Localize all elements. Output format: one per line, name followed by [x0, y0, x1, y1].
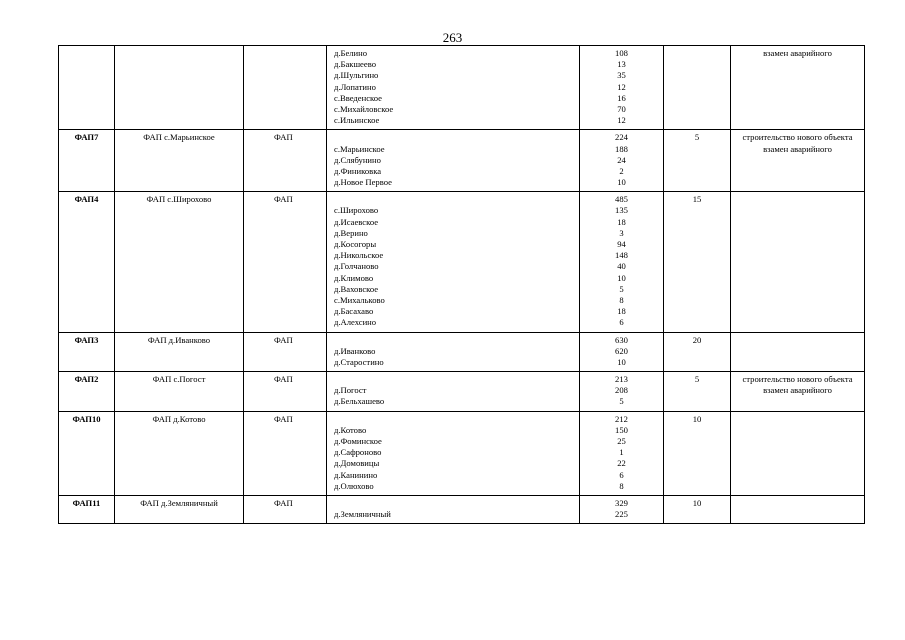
settlement-name: д.Климово: [334, 272, 374, 283]
settlement-name: д.Погост: [334, 385, 367, 396]
facility-code: ФАП4: [74, 194, 99, 205]
capacity-cell: [664, 372, 731, 412]
population-value: 630: [615, 334, 628, 345]
capacity-value: 5: [694, 374, 700, 385]
population-value: 485: [615, 194, 628, 205]
settlement-name: д.Алехсино: [334, 317, 377, 328]
settlement-name: с.Широхово: [334, 205, 379, 216]
settlement-name: д.Никольское: [334, 250, 384, 261]
note-line: взамен аварийного: [763, 143, 832, 154]
population-value: 620: [615, 345, 628, 356]
population-value: 6: [619, 469, 624, 480]
settlement-name: д.Земляничный: [334, 509, 391, 520]
settlement-name: д.Фоминское: [334, 436, 382, 446]
settlement-name: д.Иванково: [334, 345, 376, 356]
facility-type: [274, 48, 326, 59]
facility-type: ФАП: [274, 374, 293, 385]
capacity-cell: [664, 411, 731, 495]
settlement-name: с.Марьинское: [334, 143, 385, 154]
population-value: 150: [615, 424, 628, 435]
facility-type: ФАП: [274, 497, 293, 508]
population-value: 212: [615, 413, 628, 424]
population-value: 8: [619, 294, 624, 305]
population-value: 10: [617, 177, 626, 188]
note-cell: [731, 130, 865, 192]
table-row: [59, 332, 865, 372]
facility-type-cell: [244, 411, 327, 495]
facility-name-cell: [115, 46, 244, 130]
population-value: 6: [619, 317, 624, 328]
capacity-value: 20: [692, 334, 702, 345]
note-cell: [731, 332, 865, 372]
capacity-cell: [664, 46, 731, 130]
settlement-name: д.Косогоры: [334, 239, 377, 249]
population-value: 108: [615, 48, 628, 58]
settlement-name: [334, 194, 579, 205]
population-value: 213: [615, 374, 628, 385]
settlement-name: д.Новое Первое: [334, 177, 392, 188]
population-value: 188: [615, 143, 628, 154]
page-number: 263: [442, 30, 463, 45]
facility-type: ФАП: [274, 334, 293, 345]
settlements-cell: [327, 411, 580, 495]
settlement-name: [334, 335, 579, 346]
population-value: 148: [615, 250, 628, 261]
facility-code-cell: [59, 192, 115, 332]
population-value: 25: [617, 436, 626, 446]
settlement-name: д.Канинино: [334, 469, 378, 480]
settlement-name: д.Верино: [334, 227, 368, 238]
facility-code: ФАП7: [74, 132, 99, 143]
capacity-value: [664, 48, 730, 59]
capacity-value: 10: [692, 497, 702, 508]
population-value: 1: [619, 447, 624, 458]
note-cell: [731, 46, 865, 130]
capacity-cell: [664, 192, 731, 332]
facility-name-cell: [115, 495, 244, 523]
population-cell: [580, 192, 664, 332]
facility-name: ФАП с.Марьинское: [143, 132, 215, 143]
population-cell: [580, 332, 664, 372]
population-value: 35: [617, 70, 626, 81]
table-row: [59, 130, 865, 192]
population-value: 16: [617, 92, 626, 103]
population-cell: [580, 46, 664, 130]
population-cell: [580, 372, 664, 412]
settlement-name: д.Ваховское: [334, 283, 379, 294]
facility-type: ФАП: [274, 132, 293, 143]
settlement-name: д.Домовицы: [334, 458, 380, 469]
facility-type-cell: [244, 46, 327, 130]
population-value: 5: [619, 396, 624, 407]
table-row: [59, 495, 865, 523]
population-value: 5: [619, 283, 624, 294]
table-row: [59, 192, 865, 332]
facility-type-cell: [244, 372, 327, 412]
settlement-name: д.Басахаво: [334, 306, 374, 317]
settlements-cell: [327, 130, 580, 192]
population-value: 94: [617, 239, 626, 249]
note-line: взамен аварийного: [763, 48, 832, 58]
population-value: 135: [615, 205, 628, 216]
facility-type: ФАП: [274, 194, 293, 205]
facility-code: ФАП3: [74, 334, 99, 345]
facility-name-cell: [115, 130, 244, 192]
note-cell: [731, 192, 865, 332]
population-cell: [580, 411, 664, 495]
capacity-value: 5: [694, 132, 700, 143]
settlement-name: д.Лопатино: [334, 81, 376, 92]
note-line: взамен аварийного: [763, 385, 832, 396]
note-cell: [731, 372, 865, 412]
settlements-cell: [327, 372, 580, 412]
population-value: 12: [617, 115, 626, 126]
facility-code: ФАП10: [72, 413, 101, 424]
population-value: 24: [617, 154, 626, 165]
population-value: 70: [617, 103, 626, 114]
settlements-cell: [327, 495, 580, 523]
capacity-cell: [664, 332, 731, 372]
facility-name: ФАП д.Котово: [152, 413, 206, 424]
facility-name-cell: [115, 332, 244, 372]
note-line: строительство нового объекта: [742, 374, 853, 385]
population-value: 8: [619, 480, 624, 491]
population-value: 2: [619, 165, 624, 176]
settlement-name: д.Белино: [334, 48, 368, 58]
facility-name: [115, 48, 243, 59]
population-value: 22: [617, 458, 626, 469]
settlement-name: с.Ильинское: [334, 115, 380, 126]
facility-name-cell: [115, 411, 244, 495]
population-value: 208: [615, 385, 628, 396]
facility-type-cell: [244, 130, 327, 192]
settlement-name: д.Олюхово: [334, 480, 374, 491]
capacity-cell: [664, 495, 731, 523]
facility-name: ФАП с.Погост: [152, 374, 206, 385]
capacity-value: 10: [692, 413, 702, 424]
settlements-cell: [327, 192, 580, 332]
facility-name: ФАП д.Земляничный: [140, 497, 218, 508]
facility-code: [59, 48, 114, 59]
settlements-cell: [327, 46, 580, 130]
facility-code-cell: [59, 332, 115, 372]
table-row: [59, 411, 865, 495]
facility-name: ФАП с.Широхово: [146, 194, 212, 205]
note-cell: [731, 495, 865, 523]
table-row: [59, 46, 865, 130]
settlement-name: д.Старостино: [334, 356, 384, 367]
settlement-name: [334, 374, 579, 385]
settlement-name: д.Голчаново: [334, 261, 379, 272]
facility-name: ФАП д.Иванково: [147, 334, 211, 345]
facilities-table-body: [59, 46, 865, 524]
settlement-name: д.Бельхашево: [334, 396, 385, 407]
facility-code-cell: [59, 46, 115, 130]
settlement-name: [334, 414, 579, 425]
population-value: 224: [615, 132, 628, 143]
settlement-name: с.Михайловское: [334, 103, 394, 114]
table-row: [59, 372, 865, 412]
facility-type-cell: [244, 192, 327, 332]
population-value: 10: [617, 272, 626, 283]
settlement-name: с.Михальково: [334, 294, 385, 305]
facilities-table: [58, 45, 865, 524]
settlement-name: д.Финиковка: [334, 165, 382, 176]
population-value: 18: [617, 216, 626, 227]
note-line: строительство нового объекта: [742, 132, 853, 143]
settlement-name: [334, 498, 579, 509]
facility-code: ФАП11: [72, 497, 101, 508]
settlement-name: д.Сафроново: [334, 447, 382, 458]
settlement-name: д.Слябунино: [334, 154, 381, 165]
population-value: 12: [617, 81, 626, 92]
facility-name-cell: [115, 372, 244, 412]
settlements-cell: [327, 332, 580, 372]
facility-code-cell: [59, 495, 115, 523]
capacity-cell: [664, 130, 731, 192]
population-value: 10: [617, 356, 626, 367]
population-value: 225: [615, 509, 628, 520]
population-value: 329: [615, 497, 628, 508]
population-value: 40: [617, 261, 626, 272]
population-value: 3: [619, 227, 624, 238]
facility-code: ФАП2: [74, 374, 99, 385]
population-cell: [580, 495, 664, 523]
settlement-name: д.Котово: [334, 424, 367, 435]
population-value: 18: [617, 306, 626, 317]
facility-code-cell: [59, 130, 115, 192]
facility-type-cell: [244, 495, 327, 523]
note-cell: [731, 411, 865, 495]
facility-type-cell: [244, 332, 327, 372]
capacity-value: 15: [692, 194, 702, 205]
settlement-name: д.Исаевское: [334, 216, 379, 227]
population-cell: [580, 130, 664, 192]
population-value: 13: [617, 59, 626, 70]
facility-type: ФАП: [274, 413, 293, 424]
facility-name-cell: [115, 192, 244, 332]
settlement-name: д.Бакшеево: [334, 59, 376, 70]
settlement-name: д.Шульгино: [334, 70, 379, 81]
facility-code-cell: [59, 411, 115, 495]
settlement-name: [334, 132, 579, 143]
settlement-name: с.Введенское: [334, 92, 382, 103]
facility-code-cell: [59, 372, 115, 412]
